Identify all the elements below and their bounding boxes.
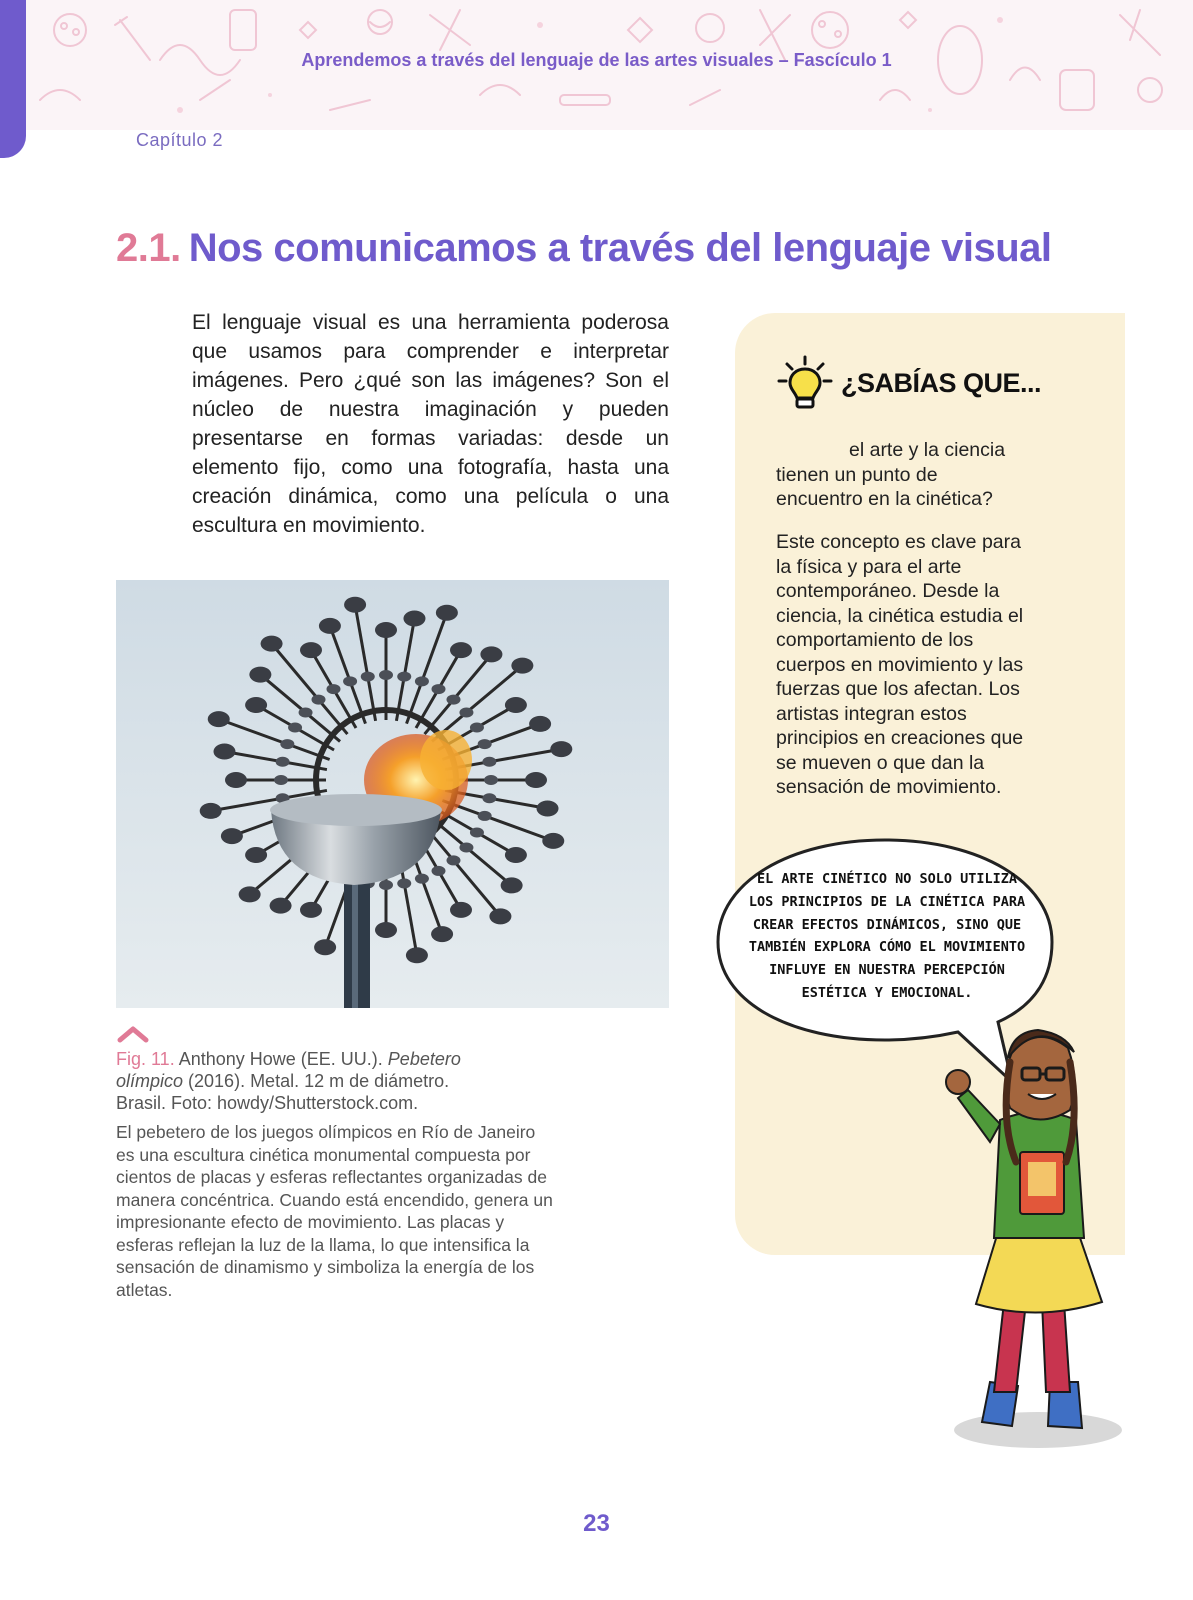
figure-label: Fig. 11. — [116, 1049, 175, 1069]
figure-details: (2016). Metal. 12 m de diámetro. Brasil. Foto: howdy/Shutterstock.com. — [116, 1071, 450, 1113]
speech-bubble-text: EL ARTE CINÉTICO NO SOLO UTILIZA LOS PRINCIPIOS DE LA CINÉTICA PARA CREAR EFECTOS DINÁMICOS, SINO QUE TAMBIÉN EXPLORA CÓMO EL MOVIMIENTO INFLUYE EN NUESTRA PERCEPCIÓN ESTÉTICA Y EMOCIONAL. — [748, 871, 1026, 1001]
sculpture-photo — [116, 580, 669, 1008]
did-you-know-question — [776, 438, 1026, 512]
section-number: 2.1. — [116, 226, 181, 270]
caret-up-icon — [116, 1024, 150, 1044]
chapter-label: Capítulo 2 — [136, 130, 224, 150]
did-you-know-question-text: el arte y la ciencia tienen un punto de encuentro en la cinética? — [776, 439, 1006, 510]
did-you-know-body: Este concepto es clave para la física y para el arte contemporáneo. Desde la ciencia, la cinética estudia el comportamiento de los cuerpos en movimiento y las fuerzas que los afectan. Los artistas integran estos principios en creaciones que se mueven o que dan la sensación de movimiento. — [776, 531, 1024, 798]
figure-author: Anthony Howe (EE. UU.). — [174, 1049, 388, 1069]
figure-work-title: Pebetero olímpico — [116, 1049, 461, 1091]
lightbulb-icon — [776, 355, 834, 413]
section-title: Nos comunicamos a través del lenguaje visual — [188, 226, 1052, 270]
intro-paragraph: El lenguaje visual es una herramienta poderosa que usamos para comprender e interpretar imágenes. Pero ¿qué son las imágenes? Son el núcleo de nuestra imaginación y pueden presentarse en formas variadas: desde un elemento fijo, como una fotografía, hasta una creación dinámica, como una película o una escultura en movimiento. — [192, 311, 669, 537]
girl-character-illustration — [920, 1012, 1130, 1452]
did-you-know-heading: ¿SABÍAS QUE... — [841, 368, 1042, 398]
figure-caption — [116, 1048, 496, 1114]
running-title: Aprendemos a través del lenguaje de las artes visuales – Fascículo 1 — [301, 50, 892, 70]
chapter-tab — [0, 0, 26, 158]
section-heading — [116, 226, 1052, 271]
figure-description: El pebetero de los juegos olímpicos en Río de Janeiro es una escultura cinética monumental compuesta por cientos de placas y esferas reflectantes organizadas de manera concéntrica. Cuando está encendido, genera un impresionante efecto de movimiento. Las placas y esferas reflejan la luz de la llama, lo que intensifica la sensación de dinamismo y simboliza la energía de los atletas. — [116, 1122, 553, 1300]
page-number: 23 — [583, 1510, 610, 1537]
